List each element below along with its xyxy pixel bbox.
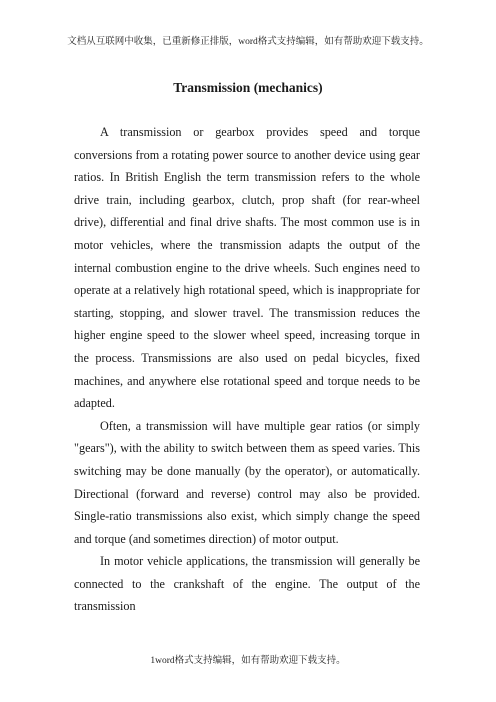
page-header-note: 文档从互联网中收集，已重新修正排版，word格式支持编辑，如有帮助欢迎下载支持。 bbox=[67, 37, 429, 47]
paragraph-2: Often, a transmission will have multiple gear ratios (or simply "gears"), with the ability to switch between them as speed varies. This switching may be done manually (by the operator), or automatically. Directional (forward and reverse) control may also be provided. Single-ratio transmissions also exist, which simply change the speed and torque (and sometimes direction) of motor output. bbox=[74, 418, 420, 546]
document-body bbox=[74, 121, 420, 618]
paragraph-3: In motor vehicle applications, the transmission will generally be connected to the crankshaft of the engine. The output of the transmission bbox=[74, 554, 420, 614]
paragraph-1: A transmission or gearbox provides speed and torque conversions from a rotating power source to another device using gear ratios. In British English the term transmission refers to the whole drive train, including gearbox, clutch, prop shaft (for rear-wheel drive), differential and final drive shafts. The most common use is in motor vehicles, where the transmission adapts the output of the internal combustion engine to the drive wheels. Such engines need to operate at a relatively high rotational speed, which is inappropriate for starting, stopping, and slower travel. The transmission reduces the higher engine speed to the slower wheel speed, increasing torque in the process. Transmissions are also used on pedal bicycles, fixed machines, and anywhere else rotational speed and torque needs to be adapted. bbox=[74, 125, 420, 411]
document-title: Transmission (mechanics) bbox=[173, 80, 323, 95]
page-footer-note: 1word格式支持编辑，如有帮助欢迎下载支持。 bbox=[150, 656, 346, 666]
